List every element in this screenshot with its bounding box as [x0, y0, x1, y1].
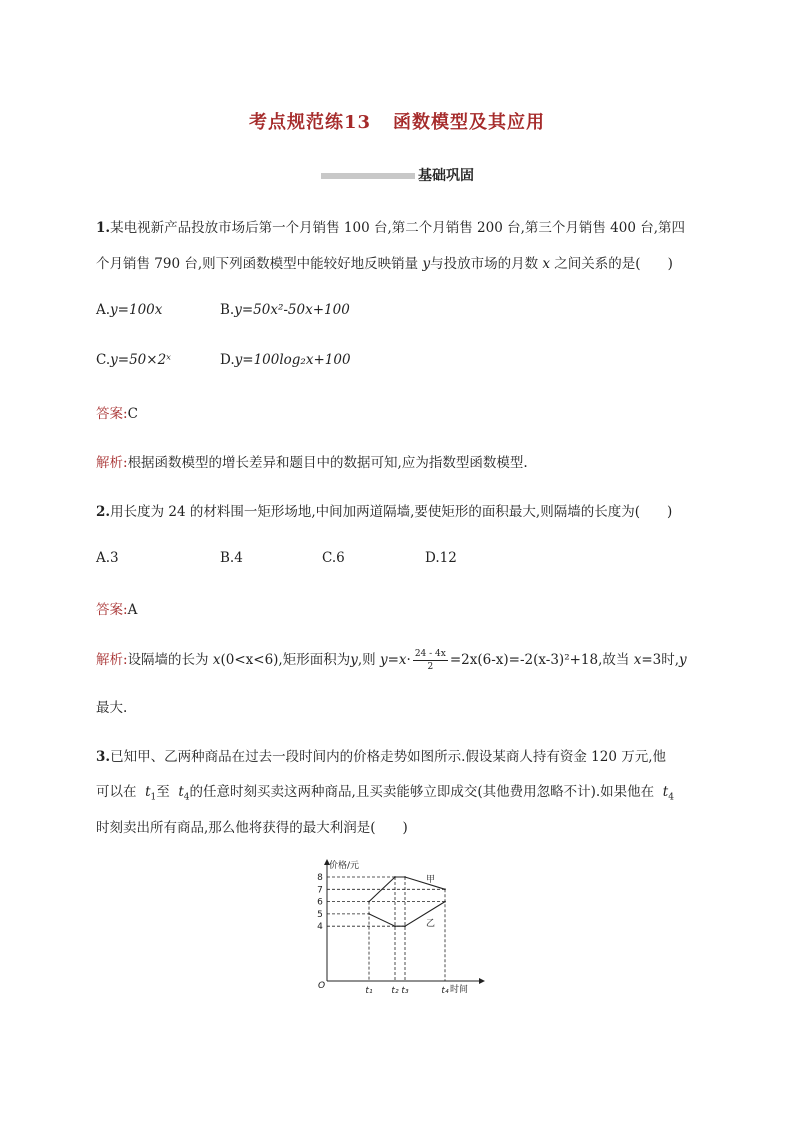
q1-option-b-label: B. — [220, 302, 235, 318]
q2-answer-value: A — [127, 602, 138, 618]
x-tick-label-t4: t₄ — [441, 986, 449, 996]
q2-answer-label: 答案: — [96, 602, 128, 618]
x-axis-label: 时间 — [450, 985, 469, 995]
q2-fraction-denominator: 2 — [427, 662, 434, 672]
q2-analysis-label: 解析: — [96, 652, 128, 668]
q2-fraction-numerator: 24 - 4x — [414, 649, 446, 659]
q1-option-b-expr: y=50x²-50x+100 — [234, 302, 350, 318]
q3-line1 — [96, 745, 666, 765]
q1-option-d-label: D. — [220, 352, 235, 368]
x-tick-label-t3: t₃ — [401, 986, 409, 996]
series-label-yi: 乙 — [426, 919, 436, 929]
q2-stem — [96, 500, 672, 520]
y-tick-label-4: 4 — [317, 922, 323, 933]
q1-analysis-label: 解析: — [96, 455, 128, 471]
y-axis-label: 价格/元 — [329, 861, 360, 871]
series-1-point-t2 — [394, 925, 396, 927]
q2-analysis-line2: 最大. — [96, 700, 128, 716]
series-0-point-t4 — [444, 888, 446, 890]
q1-option-c-label: C. — [96, 352, 111, 368]
series-0-point-t3 — [404, 876, 406, 878]
origin-label: O — [318, 981, 326, 991]
q1-option-d-expr: y=100log₂x+100 — [234, 352, 351, 368]
q3-text2b: 至 — [156, 784, 170, 800]
q1-line2: 个月销售 790 台,则下列函数模型中能较好地反映销量 y与投放市场的月数 x 之间关系的是( ) — [96, 256, 673, 272]
q2-analysis-c: ,则 — [357, 652, 376, 668]
title-part1: 考点规范练13 — [248, 112, 372, 133]
series-1-point-t4 — [444, 901, 446, 903]
q1-text2c: 之间关系的是( ) — [554, 256, 673, 272]
series-1-point-t3 — [404, 925, 406, 927]
q1-analysis — [96, 451, 528, 471]
section-divider-bar — [321, 173, 415, 179]
q3-text2c: 的任意时刻买卖这两种商品,且买卖能够立即成交(其他费用忽略不计).如果他在 — [189, 784, 655, 800]
series-0-point-t2 — [394, 876, 396, 878]
q1-answer — [96, 402, 138, 422]
series-0-point-t1 — [368, 901, 370, 903]
q2-option-a: A.3 — [96, 550, 119, 566]
q1-option-a-expr: y=100x — [110, 302, 163, 318]
page-title — [0, 108, 794, 134]
q2-option-d: D.12 — [425, 550, 457, 566]
q2-answer — [96, 598, 137, 618]
q2-option-c: C.6 — [322, 550, 345, 566]
q3-number: 3. — [96, 749, 111, 765]
q1-text2b: 与投放市场的月数 — [430, 256, 539, 272]
q3-text2a: 可以在 — [96, 784, 137, 800]
q2-fraction — [413, 648, 448, 673]
q1-analysis-text: 根据函数模型的增长差异和题目中的数据可知,应为指数型函数模型. — [127, 455, 528, 471]
q1-number: 1. — [96, 220, 111, 236]
q3-text1: 已知甲、乙两种商品在过去一段时间内的价格走势如图所示.假设某商人持有资金 120 万元,他 — [110, 749, 667, 765]
q1-option-a-label: A. — [96, 302, 111, 318]
q2-option-b: B.4 — [220, 550, 243, 566]
y-tick-label-8: 8 — [317, 873, 323, 883]
q1-option-c — [96, 352, 171, 368]
q3-line2: 可以在 $t_1$至 $t_4$的任意时刻买卖这两种商品,且买卖能够立即成交(其他费用忽略不计).如果他在 $t_4$ — [96, 784, 674, 803]
q1-option-c-expr: y=50×2ˣ — [110, 352, 171, 368]
x-tick-label-t2: t₂ — [391, 986, 399, 996]
q1-option-a — [96, 302, 162, 318]
q1-answer-value: C — [127, 406, 138, 422]
series-label-jia: 甲 — [426, 875, 436, 885]
q2-text: 用长度为 24 的材料围一矩形场地,中间加两道隔墙,要使矩形的面积最大,则隔墙的长度为( ) — [110, 504, 673, 520]
q2-analysis-b: (0<x<6),矩形面积为 — [220, 652, 351, 668]
q1-text2a: 个月销售 790 台,则下列函数模型中能较好地反映销量 — [96, 256, 419, 272]
q2-analysis-e: =3时, — [641, 652, 680, 668]
price-trend-chart — [310, 855, 490, 1000]
q2-analysis-line1: 解析:设隔墙的长为 x(0<x<6),矩形面积为y,则 y=x· $\frac{24 - 4x}{2}$ =2x(6-x)=-2(x-3)²+18,故当 x=3时,y — [96, 649, 687, 672]
q1-option-d — [220, 352, 351, 368]
title-part2: 函数模型及其应用 — [393, 112, 546, 133]
section-heading: 基础巩固 — [418, 168, 474, 184]
x-axis-arrow — [479, 978, 485, 984]
y-tick-label-5: 5 — [317, 909, 323, 920]
q2-analysis-a: 设隔墙的长为 — [127, 652, 209, 668]
y-tick-label-7: 7 — [317, 885, 323, 896]
y-tick-label-6: 6 — [317, 897, 323, 908]
x-tick-label-t1: t₁ — [365, 986, 373, 996]
q1-answer-label: 答案: — [96, 406, 128, 422]
q1-option-b — [220, 302, 350, 318]
q2-analysis-d: =2x(6-x)=-2(x-3)²+18,故当 — [449, 652, 630, 668]
q1-text1: 某电视新产品投放市场后第一个月销售 100 台,第二个月销售 200 台,第三个月销售 400 台,第四 — [110, 220, 686, 236]
series-1-point-t1 — [368, 913, 370, 915]
q3-line3: 时刻卖出所有商品,那么他将获得的最大利润是( ) — [96, 820, 408, 836]
q2-number: 2. — [96, 504, 111, 520]
q1-line1 — [96, 216, 685, 236]
